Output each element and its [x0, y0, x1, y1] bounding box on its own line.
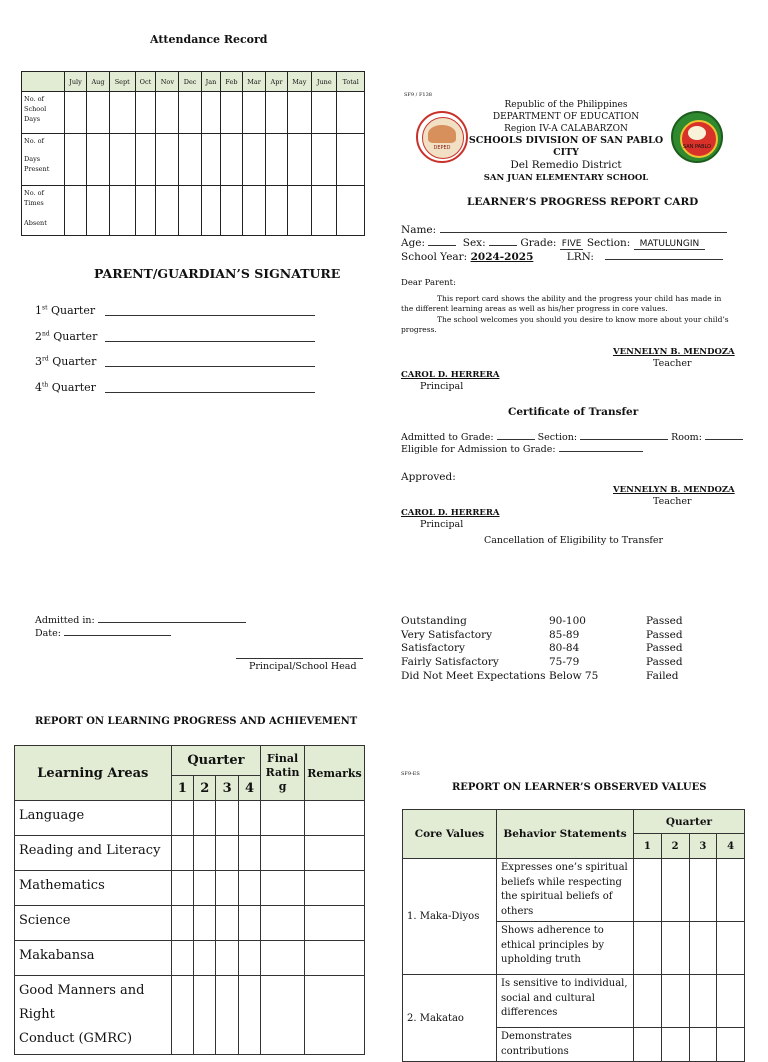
month-header: Dec	[179, 72, 201, 92]
core-value-maka-diyos: 1. Maka-Diyos	[403, 859, 497, 975]
school-name: SAN JUAN ELEMENTARY SCHOOL	[483, 173, 649, 183]
row-label-line: No. of	[24, 137, 44, 145]
department-line: DEPARTMENT OF EDUCATION	[492, 112, 640, 122]
observed-values-table	[402, 809, 745, 1062]
report-card-title: LEARNER’S PROGRESS REPORT CARD	[467, 196, 699, 208]
learning-area: Makabansa	[15, 941, 172, 976]
month-header: Nov	[156, 72, 179, 92]
row-label-school-days	[22, 92, 65, 134]
report-paragraph-1: This report card shows the ability and the progress your child has made in the different learning areas as well as his/her progress in core values.	[401, 294, 722, 313]
teacher-title: Teacher	[653, 358, 692, 369]
behavior-statement: Expresses one’s spiritual beliefs while respecting the spiritual beliefs of others	[497, 859, 634, 922]
school-year-row	[401, 251, 731, 263]
learner-details-row	[401, 237, 731, 250]
division-line: SCHOOLS DIVISION OF SAN PABLO CITY	[468, 135, 664, 158]
teacher-name: VENNELYN B. MENDOZA	[613, 347, 735, 357]
month-header: Apr	[266, 72, 287, 92]
quarter-signature-row: 3rd Quarter	[35, 355, 325, 381]
month-header: Sept	[109, 72, 135, 92]
certificate-title: Certificate of Transfer	[508, 406, 639, 418]
signature-line[interactable]	[105, 392, 315, 393]
school-header	[466, 99, 666, 184]
date-row	[35, 628, 171, 639]
attendance-table	[21, 71, 365, 236]
division-seal-icon: SAN PABLO	[671, 111, 723, 163]
sex-label: Sex:	[462, 237, 486, 249]
core-values-header: Core Values	[403, 810, 497, 859]
cert-section-field[interactable]	[580, 439, 668, 440]
signature-line[interactable]	[105, 366, 315, 367]
lrn-field[interactable]	[605, 259, 723, 260]
behavior-statement: Shows adherence to ethical principles by upholding truth	[497, 922, 634, 975]
principal-title: Principal	[420, 381, 464, 392]
month-header: Mar	[242, 72, 266, 92]
grade-label: Grade:	[520, 237, 557, 249]
section-value[interactable]: MATULUNGIN	[634, 239, 706, 250]
learning-area-gmrc: Good Manners and Right Conduct (GMRC)	[15, 976, 172, 1055]
row-label-line: School	[24, 105, 47, 113]
school-year-value[interactable]: 2024-2025	[470, 251, 534, 263]
row-label-times-absent	[22, 186, 65, 236]
name-field[interactable]	[440, 232, 727, 233]
eligible-label: Eligible for Admission to Grade:	[401, 444, 556, 455]
grading-row: Outstanding 90-100 Passed	[401, 615, 683, 627]
learning-area: Mathematics	[15, 871, 172, 906]
row-label-line: No. of	[24, 95, 44, 103]
school-year-label: School Year:	[401, 251, 468, 263]
cert-principal-title: Principal	[420, 519, 464, 530]
month-header: June	[312, 72, 337, 92]
republic-line: Republic of the Philippines	[504, 100, 628, 110]
date-label: Date:	[35, 628, 61, 639]
observed-values-title: REPORT ON LEARNER’S OBSERVED VALUES	[452, 782, 707, 793]
approved-label: Approved:	[401, 471, 456, 483]
admitted-in-label: Admitted in:	[35, 615, 95, 626]
grading-row: Did Not Meet Expectations Below 75 Failed	[401, 669, 679, 682]
cancellation-title: Cancellation of Eligibility to Transfer	[484, 535, 664, 546]
row-label-days-present	[22, 134, 65, 186]
values-quarter-num: 4	[717, 834, 745, 859]
room-field[interactable]	[705, 439, 743, 440]
learner-name-row	[401, 224, 731, 236]
principal-signature-line[interactable]	[236, 658, 363, 659]
cert-section-label: Section:	[537, 432, 578, 443]
grading-row: Fairly Satisfactory 75-79 Passed	[401, 656, 683, 669]
learning-area: Science	[15, 906, 172, 941]
learning-progress-table	[14, 745, 365, 1055]
final-rating-header: Final Ratin g	[261, 746, 305, 801]
month-header: Total	[337, 72, 365, 92]
region-line: Region IV-A CALABARZON	[504, 124, 628, 134]
age-label: Age:	[401, 237, 426, 249]
admitted-grade-row	[401, 432, 743, 443]
name-label: Name:	[401, 224, 437, 236]
remarks-header: Remarks	[304, 746, 364, 801]
behavior-header: Behavior Statements	[497, 810, 634, 859]
values-form-code: SF9-ES	[401, 771, 420, 777]
core-value-makatao: 2. Makatao	[403, 975, 497, 1062]
sex-field[interactable]	[489, 245, 517, 246]
values-quarter-num: 1	[634, 834, 662, 859]
lrn-label: LRN:	[566, 251, 594, 263]
quarter-num: 3	[216, 776, 238, 801]
learning-areas-header: Learning Areas	[15, 746, 172, 801]
quarter-num: 4	[238, 776, 260, 801]
quarter-signature-row: 1st Quarter	[35, 304, 325, 330]
grade-value[interactable]: FIVE	[561, 239, 582, 249]
month-header: Oct	[135, 72, 156, 92]
parent-signature-title: PARENT/GUARDIAN’S SIGNATURE	[94, 266, 341, 281]
grading-scale	[401, 615, 741, 683]
eligible-field[interactable]	[559, 451, 643, 452]
attendance-title: Attendance Record	[150, 33, 268, 46]
row-label-line: Days	[24, 155, 41, 163]
quarter-header: Quarter	[171, 746, 261, 776]
month-header: May	[287, 72, 311, 92]
dear-parent: Dear Parent:	[401, 278, 456, 288]
learning-area: Language	[15, 801, 172, 836]
quarter-num: 2	[194, 776, 216, 801]
quarter-signature-list	[35, 304, 325, 406]
row-label-line: Times	[24, 199, 44, 207]
attendance-corner	[22, 72, 65, 92]
signature-line[interactable]	[105, 341, 315, 342]
row-label-line: Days	[24, 115, 41, 123]
admitted-grade-field[interactable]	[497, 439, 535, 440]
quarter-num: 1	[171, 776, 193, 801]
district-line: Del Remedio District	[510, 159, 622, 171]
month-header: Jan	[201, 72, 220, 92]
admitted-grade-label: Admitted to Grade:	[401, 432, 494, 443]
section-label: Section:	[586, 237, 631, 249]
cert-teacher-title: Teacher	[653, 496, 692, 507]
cert-principal-name: CAROL D. HERRERA	[401, 508, 500, 518]
values-quarter-num: 2	[661, 834, 689, 859]
grading-row: Very Satisfactory 85-89 Passed	[401, 628, 683, 641]
admitted-in-row	[35, 615, 246, 626]
learning-progress-title: REPORT ON LEARNING PROGRESS AND ACHIEVEMENT	[35, 716, 358, 727]
room-label: Room:	[671, 432, 702, 443]
behavior-statement: Is sensitive to individual, social and cultural differences	[497, 975, 634, 1028]
behavior-statement: Demonstrates contributions	[497, 1028, 634, 1062]
learning-area: Reading and Literacy	[15, 836, 172, 871]
grading-row: Satisfactory 80-84 Passed	[401, 642, 683, 655]
eligible-row	[401, 444, 643, 455]
age-field[interactable]	[428, 245, 456, 246]
signature-line[interactable]	[105, 315, 315, 316]
month-header: July	[65, 72, 87, 92]
row-label-line: Absent	[24, 219, 47, 227]
principal-school-head-label: Principal/School Head	[249, 661, 357, 672]
row-label-line: No. of	[24, 189, 44, 197]
principal-name: CAROL D. HERRERA	[401, 370, 500, 380]
form-code: SF9 / F138	[404, 92, 432, 98]
month-header: Feb	[221, 72, 243, 92]
quarter-signature-row: 2nd Quarter	[35, 330, 325, 356]
date-field[interactable]	[64, 635, 171, 636]
row-label-line: Present	[24, 165, 50, 173]
admitted-in-field[interactable]	[98, 622, 246, 623]
month-header: Aug	[87, 72, 110, 92]
values-quarter-header: Quarter	[634, 810, 745, 834]
report-paragraph-2: The school welcomes you should you desire to know more about your child’s progress.	[401, 315, 729, 334]
deped-seal-icon: DEPED	[416, 111, 468, 163]
quarter-signature-row: 4th Quarter	[35, 381, 325, 407]
cert-teacher-name: VENNELYN B. MENDOZA	[613, 485, 735, 495]
values-quarter-num: 3	[689, 834, 717, 859]
